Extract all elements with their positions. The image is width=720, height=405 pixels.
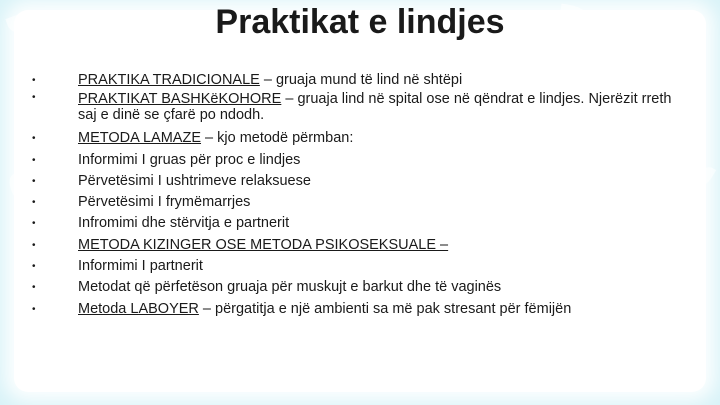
item-heading: Metoda LABOYER [78,300,199,317]
bullet-marker: • [32,92,36,104]
list-item [28,213,698,234]
item-text: Informimi I gruas për proc e lindjes [78,151,301,168]
list-item [28,299,698,320]
item-text: – përgatitja e një ambienti sa më pak stresant për fëmijën [198,300,572,317]
bullet-marker: • [32,239,36,251]
item-heading: METODA LAMAZE [78,130,202,147]
list-item [28,277,698,298]
bullet-marker: • [32,197,36,209]
item-text: Përvetësimi I ushtrimeve relaksuese [78,172,311,189]
item-text: Informimi I partnerit [78,258,203,275]
list-item [28,171,698,192]
item-heading: PRAKTIKAT BASHKëKOHORE [78,91,282,108]
bullet-marker: • [32,133,36,145]
item-text: Metodat që përfetëson gruaja për muskujt e barkut dhe të vaginës [78,279,502,296]
bullet-marker: • [32,261,36,273]
list-item [28,128,698,149]
list-item [28,256,698,277]
list-item [28,70,698,91]
slide-title: Praktikat e lindjes [215,3,505,41]
item-text: Përvetësimi I frymëmarrjes [78,194,251,211]
item-heading: METODA KIZINGER OSE METODA PSIKOSEKSUALE – [78,236,449,253]
list-item [28,235,698,256]
bullet-marker: • [32,282,36,294]
list-item [28,91,678,123]
item-text: – gruaja lind në spital ose në qëndrat e lindjes. Njerëzit rreth saj e dinë se çfarë po ndodh. [78,91,672,124]
bullet-list [28,70,698,320]
bullet-marker: • [32,154,36,166]
bullet-marker: • [32,175,36,187]
item-text: – gruaja mund të lind në shtëpi [259,72,463,88]
item-text: – kjo metodë përmban: [201,130,354,147]
list-item [28,192,698,213]
item-heading: PRAKTIKA TRADICIONALE [78,72,260,88]
item-text: Infromimi dhe stërvitja e partnerit [78,215,290,232]
list-item [28,150,698,171]
bullet-marker: • [32,218,36,230]
bullet-marker: • [32,75,36,86]
bullet-marker: • [32,303,36,315]
